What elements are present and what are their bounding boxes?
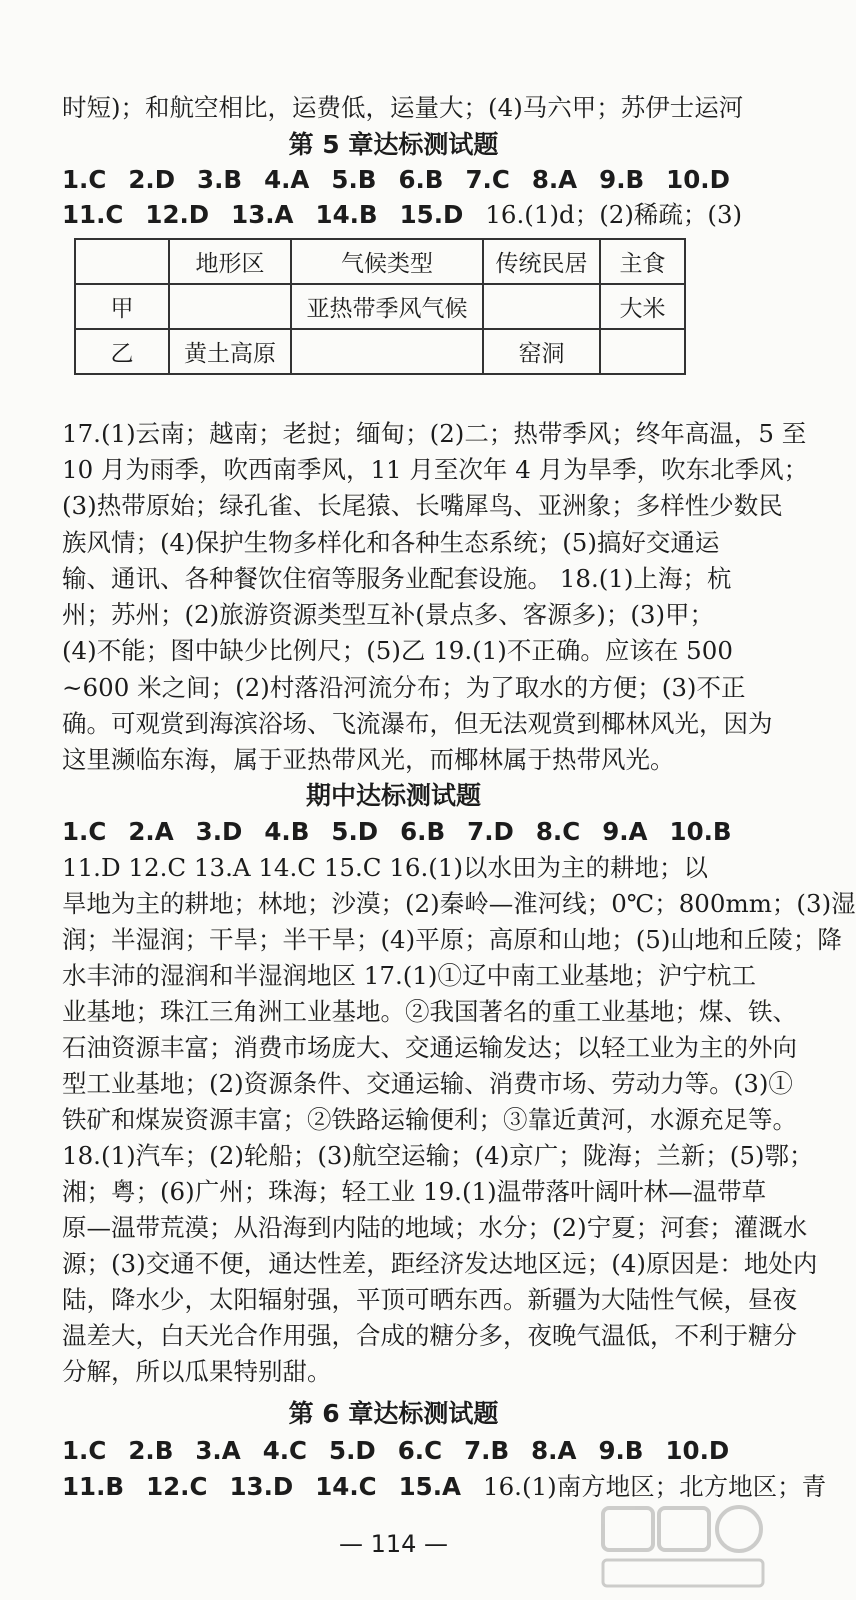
table-header: 气候类型 <box>291 239 483 284</box>
answer: 2.D <box>128 165 176 194</box>
answer: 4.B <box>264 817 310 846</box>
table-cell <box>169 284 291 329</box>
text-line: (3)热带原始；绿孔雀、长尾猿、长嘴犀鸟、亚洲象；多样性少数民 <box>62 491 783 520</box>
text-line: 10 月为雨季，吹西南季风，11 月至次年 4 月为旱季，吹东北季风； <box>62 455 809 484</box>
text-line: 源；(3)交通不便，通达性差，距经济发达地区远；(4)原因是：地处内 <box>62 1249 818 1278</box>
answer: 10.B <box>669 817 732 846</box>
answer: 1.C <box>62 165 107 194</box>
table-cell <box>75 239 169 284</box>
answer: 8.C <box>535 817 581 846</box>
text-line: 铁矿和煤炭资源丰富；②铁路运输便利；③靠近黄河，水源充足等。 <box>62 1105 797 1134</box>
answer: 9.A <box>602 817 648 846</box>
ch6-answers-row2 <box>62 1469 827 1505</box>
answer: 4.C <box>262 1436 308 1465</box>
answer: 4.A <box>264 165 310 194</box>
answer: 13.A <box>231 200 294 229</box>
text-line: 原—温带荒漠；从沿海到内陆的地域；水分；(2)宁夏；河套；灌溉水 <box>62 1213 808 1242</box>
answer: 15.D <box>399 200 464 229</box>
text-line: 陆，降水少，太阳辐射强，平顶可晒东西。新疆为大陆性气候，昼夜 <box>62 1285 797 1314</box>
answer: 13.D <box>229 1472 294 1501</box>
table-header: 传统民居 <box>483 239 600 284</box>
table-row <box>75 329 685 374</box>
text-line: 州；苏州；(2)旅游资源类型互补(景点多、客源多)；(3)甲； <box>62 600 715 629</box>
answer: 6.B <box>400 817 446 846</box>
text-line: 18.(1)汽车；(2)轮船；(3)航空运输；(4)京广；陇海；兰新；(5)鄂； <box>62 1141 814 1170</box>
text-line: 石油资源丰富；消费市场庞大、交通运输发达；以轻工业为主的外向 <box>62 1033 797 1062</box>
answer: 2.B <box>128 1436 174 1465</box>
text-line: 分解，所以瓜果特别甜。 <box>62 1357 332 1386</box>
watermark-logo <box>599 1502 769 1592</box>
answer: 7.D <box>467 817 514 846</box>
table-header: 地形区 <box>169 239 291 284</box>
text-line: ~600 米之间；(2)村落沿河流分布；为了取水的方便；(3)不正 <box>62 673 746 702</box>
text-line: 旱地为主的耕地；林地；沙漠；(2)秦岭—淮河线；0℃；800mm；(3)湿 <box>62 889 856 918</box>
table-cell <box>291 329 483 374</box>
answer-16: 16.(1)南方地区；北方地区；青 <box>482 1472 827 1501</box>
text-line: 型工业基地；(2)资源条件、交通运输、消费市场、劳动力等。(3)① <box>62 1069 793 1098</box>
text-line: 17.(1)云南；越南；老挝；缅甸；(2)二；热带季风；终年高温，5 至 <box>62 419 807 448</box>
answer: 12.D <box>145 200 210 229</box>
table-row <box>75 284 685 329</box>
answer: 6.B <box>398 165 444 194</box>
answer: 11.C <box>62 200 124 229</box>
table-cell: 甲 <box>75 284 169 329</box>
answer: 9.B <box>599 165 645 194</box>
answer: 14.B <box>315 200 378 229</box>
text-line: 润；半湿润；干旱；半干旱；(4)平原；高原和山地；(5)山地和丘陵；降 <box>62 925 842 954</box>
page-number: — 114 — <box>338 1530 449 1558</box>
midterm-answers-row1 <box>62 814 730 850</box>
table-cell: 窑洞 <box>483 329 600 374</box>
text-line: (4)不能；图中缺少比例尺；(5)乙 19.(1)不正确。应该在 500 <box>62 636 733 665</box>
answer: 6.C <box>397 1436 443 1465</box>
answer: 3.A <box>195 1436 241 1465</box>
text-line: 输、通讯、各种餐饮住宿等服务业配套设施。 18.(1)上海；杭 <box>62 564 732 593</box>
answer: 5.D <box>329 1436 376 1465</box>
answer: 14.C <box>315 1472 377 1501</box>
answer: 10.D <box>665 1436 730 1465</box>
table-cell: 大米 <box>600 284 685 329</box>
answer: 2.A <box>128 817 174 846</box>
answer: 3.B <box>197 165 243 194</box>
text-line: 这里濒临东海，属于亚热带风光，而椰林属于热带风光。 <box>62 745 675 774</box>
table-header: 主食 <box>600 239 685 284</box>
ch5-answers-row1 <box>62 162 730 198</box>
ch6-title: 第 6 章达标测试题 <box>288 1399 499 1428</box>
table-header-row <box>75 239 685 284</box>
answer: 15.A <box>398 1472 461 1501</box>
text-line: 11.D 12.C 13.A 14.C 15.C 16.(1)以水田为主的耕地；以 <box>62 853 708 882</box>
midterm-title: 期中达标测试题 <box>305 781 481 810</box>
text-line: 确。可观赏到海滨浴场、飞流瀑布，但无法观赏到椰林风光，因为 <box>62 709 773 738</box>
answer: 7.B <box>464 1436 510 1465</box>
text-line: 族风情；(4)保护生物多样化和各种生态系统；(5)搞好交通运 <box>62 528 720 557</box>
text-line: 湘；粤；(6)广州；珠海；轻工业 19.(1)温带落叶阔叶林—温带草 <box>62 1177 767 1206</box>
table-cell <box>483 284 600 329</box>
table-cell: 亚热带季风气候 <box>291 284 483 329</box>
answer: 8.A <box>531 1436 577 1465</box>
answer: 5.B <box>331 165 377 194</box>
answer-16: 16.(1)d；(2)稀疏；(3) <box>485 200 743 229</box>
answer-table <box>74 238 686 375</box>
answer: 8.A <box>531 165 578 194</box>
answer: 10.D <box>666 165 730 194</box>
ch6-answers-row1 <box>62 1433 730 1469</box>
answer: 3.D <box>195 817 243 846</box>
text-line: 水丰沛的湿润和半湿润地区 17.(1)①辽中南工业基地；沪宁杭工 <box>62 961 756 990</box>
text-line: 业基地；珠江三角洲工业基地。②我国著名的重工业基地；煤、铁、 <box>62 997 797 1026</box>
ch5-answers-row2 <box>62 197 743 233</box>
table-cell: 乙 <box>75 329 169 374</box>
answer: 1.C <box>62 817 107 846</box>
answer: 9.B <box>598 1436 644 1465</box>
ch5-title: 第 5 章达标测试题 <box>288 130 499 159</box>
answer: 11.B <box>62 1472 125 1501</box>
answer: 1.C <box>62 1436 107 1465</box>
table-cell: 黄土高原 <box>169 329 291 374</box>
table-cell <box>600 329 685 374</box>
answer: 12.C <box>146 1472 208 1501</box>
answer: 5.D <box>331 817 379 846</box>
text-line: 温差大，白天光合作用强，合成的糖分多，夜晚气温低，不利于糖分 <box>62 1321 797 1350</box>
answer: 7.C <box>465 165 510 194</box>
intro-line: 时短)；和航空相比，运费低，运量大；(4)马六甲；苏伊士运河 <box>62 93 744 122</box>
